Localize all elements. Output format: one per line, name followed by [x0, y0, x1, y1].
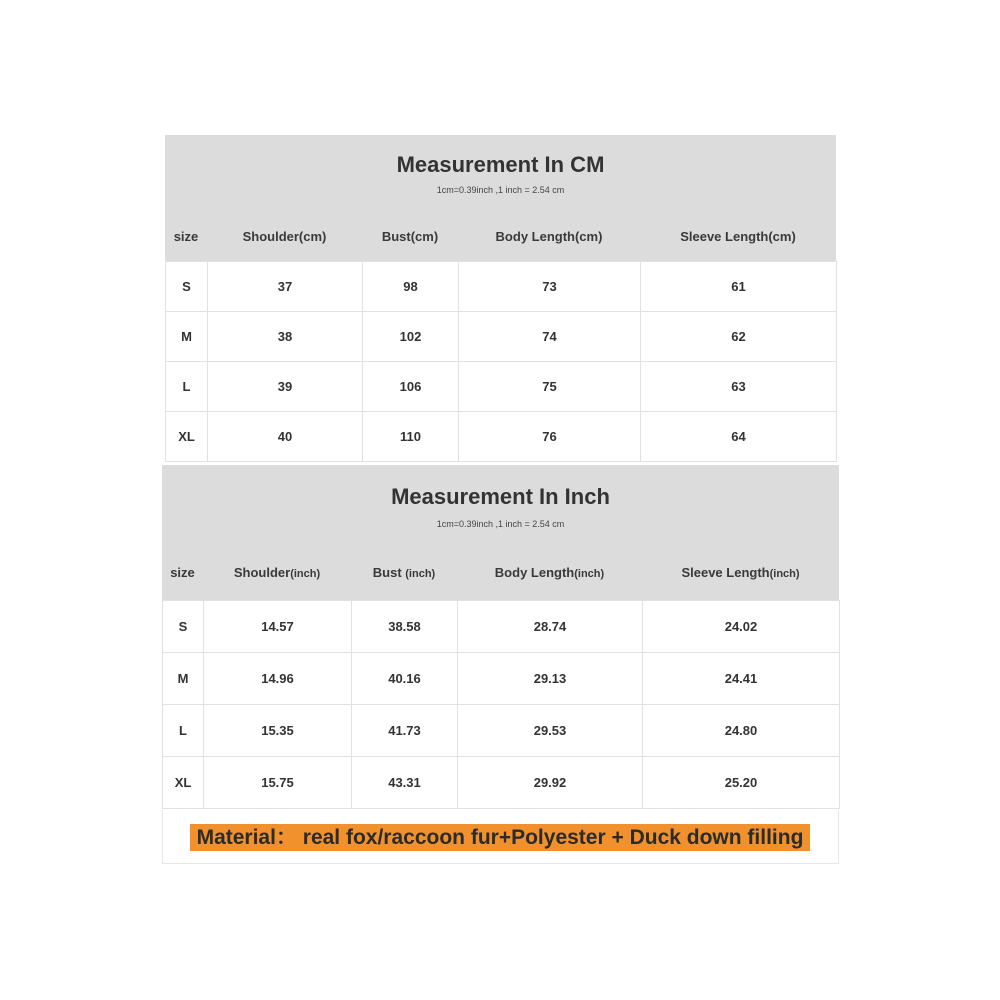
cm-cell-body-length: 74 [459, 312, 641, 362]
cm-cell-sleeve-length: 62 [641, 312, 837, 362]
inch-cell-shoulder: 15.75 [204, 757, 352, 809]
inch-header-sleeve-length: Sleeve Length(inch) [681, 565, 800, 580]
cm-cell-size: XL [166, 412, 208, 462]
cm-cell-shoulder: 38 [208, 312, 363, 362]
inch-cell-size: XL [163, 757, 204, 809]
cm-table-row [166, 412, 837, 462]
inch-cell-sleeve-length: 25.20 [643, 757, 840, 809]
cm-header-sleeve-length: Sleeve Length(cm) [680, 229, 796, 244]
cm-cell-bust: 106 [363, 362, 459, 412]
cm-header-size: size [173, 229, 199, 244]
inch-subtitle: 1cm=0.39inch ,1 inch = 2.54 cm [436, 519, 565, 529]
inch-cell-size: S [163, 601, 204, 653]
inch-cell-bust: 41.73 [352, 705, 458, 757]
inch-cell-shoulder: 14.96 [204, 653, 352, 705]
inch-header-body-length: Body Length(inch) [494, 565, 605, 580]
cm-cell-size: S [166, 262, 208, 312]
inch-cell-bust: 38.58 [352, 601, 458, 653]
inch-cell-body-length: 29.53 [458, 705, 643, 757]
inch-cell-body-length: 29.13 [458, 653, 643, 705]
inch-table-row [163, 653, 840, 705]
cm-header-body-length: Body Length(cm) [495, 229, 603, 244]
inch-table [162, 600, 840, 809]
inch-cell-size: L [163, 705, 204, 757]
inch-cell-bust: 43.31 [352, 757, 458, 809]
cm-cell-shoulder: 40 [208, 412, 363, 462]
cm-cell-bust: 110 [363, 412, 459, 462]
cm-cell-body-length: 75 [459, 362, 641, 412]
cm-cell-size: M [166, 312, 208, 362]
cm-cell-shoulder: 39 [208, 362, 363, 412]
inch-table-row [163, 757, 840, 809]
inch-table-row [163, 705, 840, 757]
cm-cell-size: L [166, 362, 208, 412]
cm-header-bust: Bust(cm) [381, 229, 439, 244]
cm-cell-sleeve-length: 64 [641, 412, 837, 462]
inch-size-chart [162, 465, 839, 810]
cm-table-row [166, 362, 837, 412]
cm-table-row [166, 312, 837, 362]
cm-cell-sleeve-length: 63 [641, 362, 837, 412]
cm-cell-body-length: 73 [459, 262, 641, 312]
cm-cell-bust: 98 [363, 262, 459, 312]
cm-cell-shoulder: 37 [208, 262, 363, 312]
inch-cell-bust: 40.16 [352, 653, 458, 705]
cm-title: Measurement In CM [396, 152, 605, 177]
cm-cell-body-length: 76 [459, 412, 641, 462]
inch-header-shoulder: Shoulder(inch) [233, 565, 321, 580]
cm-size-chart [165, 135, 836, 465]
inch-cell-body-length: 29.92 [458, 757, 643, 809]
cm-table [165, 261, 837, 462]
inch-cell-size: M [163, 653, 204, 705]
inch-header-bust: Bust (inch) [372, 565, 436, 580]
inch-title: Measurement In Inch [391, 484, 610, 509]
cm-cell-bust: 102 [363, 312, 459, 362]
inch-cell-shoulder: 14.57 [204, 601, 352, 653]
inch-cell-body-length: 28.74 [458, 601, 643, 653]
inch-table-row [163, 601, 840, 653]
cm-cell-sleeve-length: 61 [641, 262, 837, 312]
cm-header-shoulder: Shoulder(cm) [242, 229, 327, 244]
inch-cell-shoulder: 15.35 [204, 705, 352, 757]
material-note: Material： real fox/raccoon fur+Polyester + Duck down filling [190, 824, 810, 851]
inch-cell-sleeve-length: 24.41 [643, 653, 840, 705]
inch-cell-sleeve-length: 24.02 [643, 601, 840, 653]
inch-header-size: size [170, 565, 195, 580]
cm-table-row [166, 262, 837, 312]
cm-subtitle: 1cm=0.39inch ,1 inch = 2.54 cm [436, 185, 565, 195]
inch-cell-sleeve-length: 24.80 [643, 705, 840, 757]
